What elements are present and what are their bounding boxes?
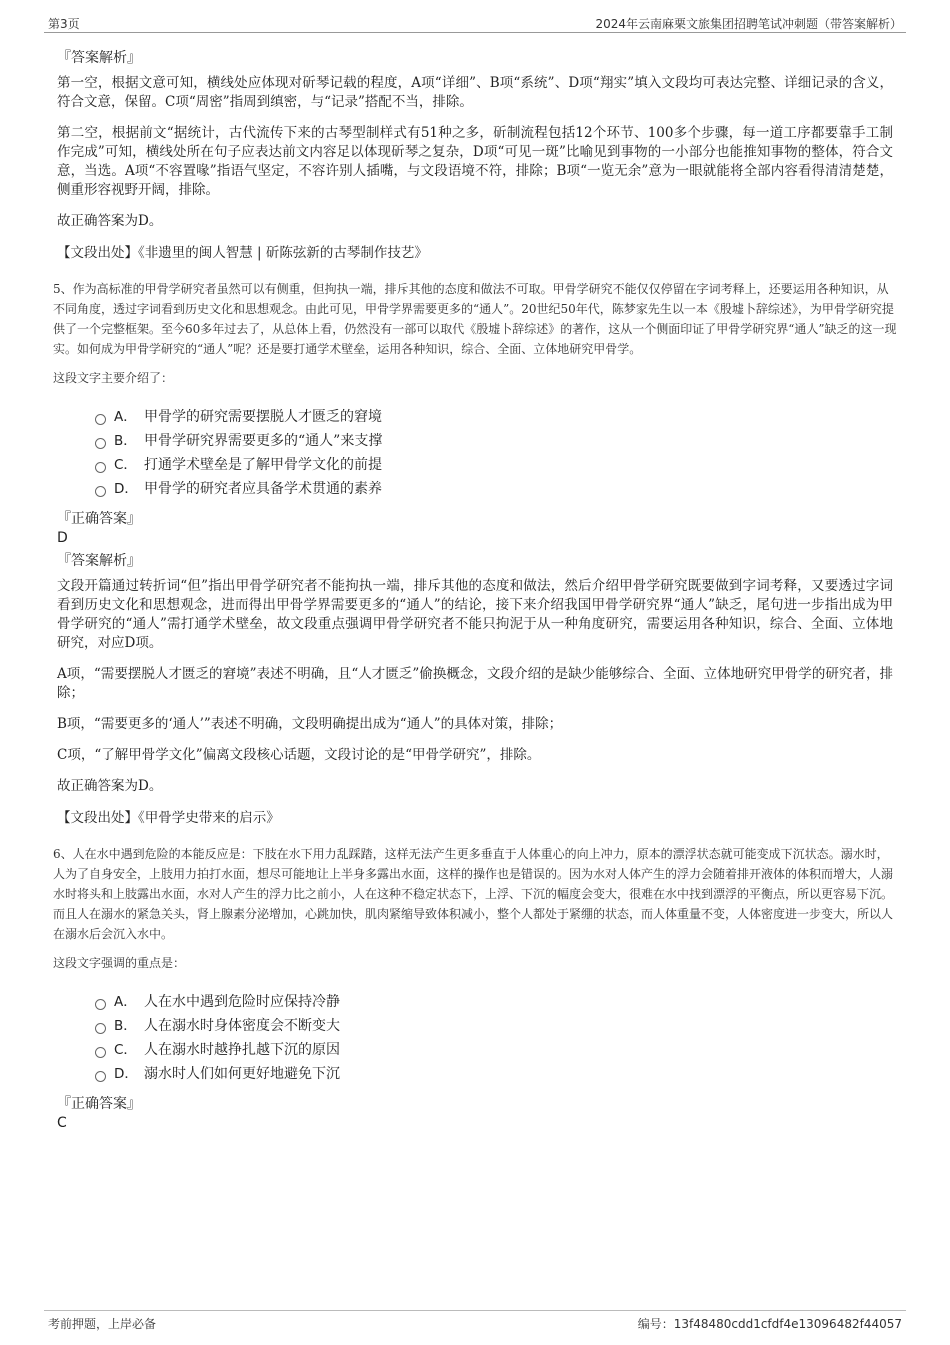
- option-key: D．: [114, 1066, 138, 1082]
- option-text: 甲骨学研究界需要更多的“通人”来支撑: [144, 433, 383, 449]
- option-key: B．: [114, 433, 137, 449]
- document-title: 2024年云南麻栗文旅集团招聘笔试冲刺题（带答案解析）: [595, 17, 902, 31]
- option-key: D．: [114, 481, 138, 497]
- radio-icon[interactable]: [95, 1071, 106, 1082]
- q4-source: 【文段出处】《非遗里的闽人智慧 | 斫陈弦新的古琴制作技艺》: [57, 245, 428, 261]
- option-text: 人在溺水时身体密度会不断变大: [144, 1018, 340, 1034]
- q5-option-a[interactable]: [95, 405, 893, 429]
- q5-text: 5、作为高标准的甲骨学研究者虽然可以有侧重，但拘执一端，排斥其他的态度和做法不可取。甲骨学研究不能仅仅停留在字词考释上，还要运用各种知识，从不同角度，透过字词看到历史文化和思想观念。由此可见，甲骨学界需要更多的“通人”。20世纪50年代，陈梦家先生以一本《殷墟卜辞综述》，为甲骨学研究提供了一个完整框架。至今60多年过去了，从总体上看，仍然没有一部可以取代《殷墟卜辞综述》的著作，这从一个侧面印证了甲骨学研究界“通人”缺乏的这一现实。如何成为甲骨学研究的“通人”呢？还是要打通学术壁垒，运用各种知识，综合、全面、立体地研究甲骨学。: [53, 282, 897, 356]
- q5-prompt: 这段文字主要介绍了：: [53, 371, 174, 385]
- q5-analysis-paragraph-1: 文段开篇通过转折词“但”指出甲骨学研究者不能拘执一端，排斥其他的态度和做法，然后介绍甲骨学研究既要做到字词考释，又要透过字词看到历史文化和思想观念，进而得出甲骨学界需要更多的“通人”的结论，接下来介绍我国甲骨学研究界“通人”缺乏，尾句进一步指出成为甲骨学研究的“通人”需打通学术壁垒，故文段重点强调甲骨学研究者不能只拘泥于从一种角度研究，需要运用各种知识，综合、全面、立体地研究，对应D项。: [57, 578, 893, 651]
- radio-icon[interactable]: [95, 462, 106, 473]
- q4-analysis-label: 『答案解析』: [57, 50, 141, 66]
- option-key: A．: [114, 409, 137, 425]
- q5-answer: D: [57, 530, 68, 546]
- option-key: B．: [114, 1018, 137, 1034]
- radio-icon[interactable]: [95, 438, 106, 449]
- q5-option-d[interactable]: [95, 477, 893, 501]
- option-text: 人在水中遇到危险时应保持冷静: [144, 994, 340, 1010]
- q6-options: [95, 990, 893, 1086]
- q6-prompt: 这段文字强调的重点是：: [53, 956, 186, 970]
- q6-answer: C: [57, 1115, 67, 1131]
- q5-source: 【文段出处】《甲骨学史带来的启示》: [57, 810, 280, 826]
- q5-analysis-option-a: A项，“需要摆脱人才匮乏的窘境”表述不明确，且“人才匮乏”偷换概念，文段介绍的是缺少能够综合、全面、立体地研究甲骨学的研究者，排除；: [57, 666, 893, 701]
- option-text: 溺水时人们如何更好地避免下沉: [144, 1066, 340, 1082]
- q6-option-b[interactable]: [95, 1014, 893, 1038]
- q4-analysis-paragraph-1: 第一空，根据文意可知，横线处应体现对斫琴记载的程度，A项“详细”、B项“系统”、D项“翔实”填入文段均可表达完整、详细记录的含义，符合文意，保留。C项“周密”指周到缜密，与“记录”搭配不当，排除。: [57, 75, 893, 110]
- radio-icon[interactable]: [95, 1023, 106, 1034]
- q6-option-d[interactable]: [95, 1062, 893, 1086]
- page-header: [44, 14, 906, 33]
- option-text: 甲骨学的研究需要摆脱人才匮乏的窘境: [144, 409, 382, 425]
- q5-option-b[interactable]: [95, 429, 893, 453]
- q5-analysis-label: 『答案解析』: [57, 553, 141, 569]
- q5-options: [95, 405, 893, 501]
- radio-icon[interactable]: [95, 414, 106, 425]
- q6-text: 6、人在水中遇到危险的本能反应是：下肢在水下用力乱踩踏，这样无法产生更多垂直于人体重心的向上冲力，原本的漂浮状态就可能变成下沉状态。溺水时，人为了自身安全，上肢用力拍打水面，想尽可能地让上半身多露出水面，这样的操作也是错误的。因为水对人体产生的浮力会随着排开液体的体积而增大，人溺水时将头和上肢露出水面，水对人产生的浮力比之前小，人在这种不稳定状态下，上浮、下沉的幅度会变大，很难在水中找到漂浮的平衡点，所以更容易下沉。而且人在溺水的紧急关头，肾上腺素分泌增加，心跳加快，肌肉紧缩导致体积减小，整个人都处于紧绷的状态，而人体重量不变，人体密度进一步变大，所以人在溺水后会沉入水中。: [53, 847, 894, 941]
- footer-slogan: 考前押题，上岸必备: [48, 1317, 157, 1331]
- document-code: 编号：13f48480cdd1cfdf4e13096482f44057: [637, 1317, 902, 1331]
- radio-icon[interactable]: [95, 1047, 106, 1058]
- q4-analysis-conclusion: 故正确答案为D。: [57, 213, 163, 229]
- q5-analysis-option-b: B项，“需要更多的‘通人’”表述不明确，文段明确提出成为“通人”的具体对策，排除；: [57, 716, 563, 732]
- q6-option-a[interactable]: [95, 990, 893, 1014]
- option-key: A．: [114, 994, 137, 1010]
- radio-icon[interactable]: [95, 999, 106, 1010]
- page-number: 第3页: [48, 17, 80, 31]
- q6-option-c[interactable]: [95, 1038, 893, 1062]
- option-text: 甲骨学的研究者应具备学术贯通的素养: [144, 481, 382, 497]
- q5-answer-label: 『正确答案』: [57, 511, 141, 527]
- q6-answer-label: 『正确答案』: [57, 1096, 141, 1112]
- q5-analysis-conclusion: 故正确答案为D。: [57, 778, 163, 794]
- option-text: 打通学术壁垒是了解甲骨学文化的前提: [144, 457, 382, 473]
- page-content: [53, 44, 897, 1136]
- option-key: C．: [114, 457, 137, 473]
- radio-icon[interactable]: [95, 486, 106, 497]
- q4-analysis-paragraph-2: 第二空，根据前文“据统计，古代流传下来的古琴型制样式有51种之多，斫制流程包括12个环节、100多个步骤，每一道工序都要靠手工制作完成”可知，横线处所在句子应表达前文内容足以体现斫琴之复杂，D项“可见一斑”比喻见到事物的一小部分也能推知事物的整体，符合文意，当选。A项“不容置喙”指语气坚定，不容许别人插嘴，与文段语境不符，排除；B项“一览无余”意为一眼就能将全部内容看得清清楚楚，侧重形容视野开阔，排除。: [57, 125, 893, 198]
- option-text: 人在溺水时越挣扎越下沉的原因: [144, 1042, 340, 1058]
- option-key: C．: [114, 1042, 137, 1058]
- q5-analysis-option-c: C项，“了解甲骨学文化”偏离文段核心话题，文段讨论的是“甲骨学研究”，排除。: [57, 747, 541, 763]
- page-footer: [44, 1310, 906, 1331]
- q5-option-c[interactable]: [95, 453, 893, 477]
